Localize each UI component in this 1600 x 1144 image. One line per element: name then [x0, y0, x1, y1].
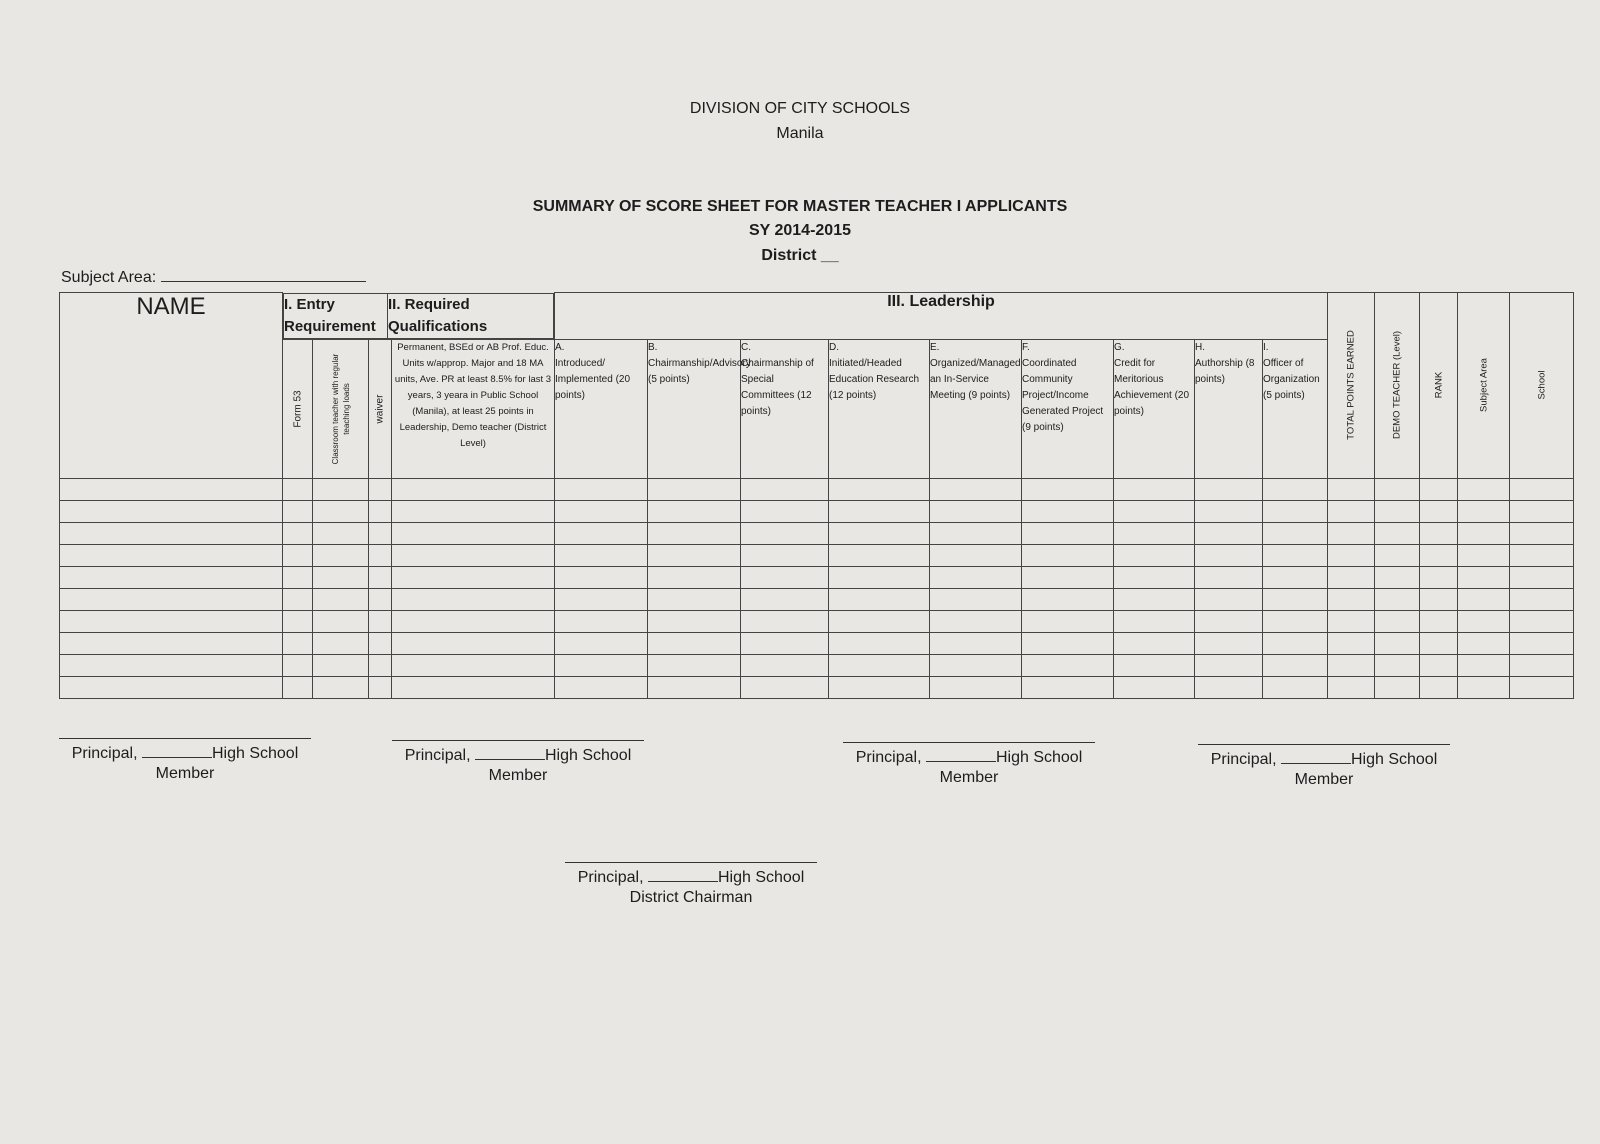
- table-cell: [1195, 610, 1263, 632]
- table-cell: [930, 544, 1022, 566]
- table-cell: [555, 632, 648, 654]
- table-cell: [60, 588, 283, 610]
- table-cell: [1458, 566, 1510, 588]
- table-cell: [648, 522, 741, 544]
- table-cell: [1022, 588, 1114, 610]
- criterion-i: I. Officer of Organization (5 points): [1263, 339, 1328, 478]
- table-cell: [1458, 610, 1510, 632]
- table-cell: [930, 654, 1022, 676]
- table-row: [60, 544, 1574, 566]
- table-cell: [1022, 478, 1114, 500]
- table-cell: [1114, 632, 1195, 654]
- table-cell: [1328, 566, 1375, 588]
- criterion-d: D. Initiated/Headed Education Research (12 points): [829, 339, 930, 478]
- table-cell: [283, 588, 313, 610]
- table-cell: [1263, 522, 1328, 544]
- table-cell: [1420, 478, 1458, 500]
- table-cell: [283, 654, 313, 676]
- table-cell: [313, 654, 369, 676]
- table-cell: [60, 654, 283, 676]
- table-row: [60, 566, 1574, 588]
- table-cell: [555, 610, 648, 632]
- table-cell: [392, 500, 555, 522]
- table-cell: [1114, 544, 1195, 566]
- table-cell: [60, 610, 283, 632]
- criterion-f: F. Coordinated Community Project/Income Generated Project (9 points): [1022, 339, 1114, 478]
- table-cell: [1195, 500, 1263, 522]
- table-cell: [1195, 544, 1263, 566]
- subject-area: [61, 269, 366, 287]
- table-cell: [1375, 654, 1420, 676]
- table-cell: [648, 500, 741, 522]
- table-cell: [369, 566, 392, 588]
- table-cell: [1328, 676, 1375, 698]
- table-cell: [741, 654, 829, 676]
- table-row: [60, 500, 1574, 522]
- table-cell: [829, 610, 930, 632]
- criterion-c: C. Chairmanship of Special Committees (12 points): [741, 339, 829, 478]
- table-cell: [392, 654, 555, 676]
- table-cell: [930, 588, 1022, 610]
- table-cell: [1510, 588, 1574, 610]
- table-cell: [555, 522, 648, 544]
- table-cell: [1458, 588, 1510, 610]
- table-cell: [1510, 610, 1574, 632]
- form53-header: Form 53: [283, 339, 313, 478]
- table-cell: [555, 478, 648, 500]
- table-cell: [1022, 522, 1114, 544]
- entry-requirement-header: I. Entry Requirement: [284, 293, 388, 338]
- table-cell: [1375, 632, 1420, 654]
- classroom-teacher-header: Classroom teacher with regular teaching loads: [313, 339, 369, 478]
- table-cell: [829, 654, 930, 676]
- required-qualifications-header: II. Required Qualifications: [388, 293, 554, 338]
- table-cell: [1263, 632, 1328, 654]
- table-cell: [60, 632, 283, 654]
- table-cell: [829, 522, 930, 544]
- table-cell: [829, 566, 930, 588]
- table-cell: [829, 478, 930, 500]
- table-cell: [1510, 676, 1574, 698]
- table-cell: [930, 566, 1022, 588]
- table-row: [60, 522, 1574, 544]
- criterion-e: E. Organized/Managed an In-Service Meeting (9 points): [930, 339, 1022, 478]
- subject-area-blank: [161, 269, 366, 282]
- table-cell: [60, 566, 283, 588]
- table-cell: [741, 588, 829, 610]
- table-cell: [369, 544, 392, 566]
- table-cell: [1328, 522, 1375, 544]
- table-cell: [1114, 588, 1195, 610]
- table-cell: [1022, 500, 1114, 522]
- table-cell: [392, 610, 555, 632]
- table-cell: [1510, 566, 1574, 588]
- table-cell: [369, 500, 392, 522]
- signature-member-1: Principal, High School Member: [59, 738, 311, 783]
- name-header: NAME: [60, 293, 283, 479]
- table-cell: [1022, 544, 1114, 566]
- table-row: [60, 588, 1574, 610]
- table-cell: [1114, 610, 1195, 632]
- school-year: SY 2014-2015: [748, 222, 851, 239]
- table-cell: [1022, 566, 1114, 588]
- table-cell: [1375, 478, 1420, 500]
- table-cell: [313, 566, 369, 588]
- table-cell: [1022, 610, 1114, 632]
- table-cell: [1114, 522, 1195, 544]
- table-cell: [648, 654, 741, 676]
- table-cell: [283, 522, 313, 544]
- table-cell: [283, 566, 313, 588]
- table-cell: [1375, 566, 1420, 588]
- table-cell: [1458, 544, 1510, 566]
- table-cell: [1114, 676, 1195, 698]
- table-cell: [829, 676, 930, 698]
- division-heading: DIVISION OF CITY SCHOOLS: [689, 100, 911, 117]
- table-cell: [1375, 610, 1420, 632]
- table-cell: [1328, 610, 1375, 632]
- table-cell: [1510, 544, 1574, 566]
- table-cell: [1263, 478, 1328, 500]
- table-cell: [555, 566, 648, 588]
- table-cell: [741, 610, 829, 632]
- table-cell: [1510, 654, 1574, 676]
- table-cell: [313, 478, 369, 500]
- table-cell: [648, 544, 741, 566]
- table-cell: [313, 500, 369, 522]
- table-cell: [930, 500, 1022, 522]
- table-cell: [648, 566, 741, 588]
- table-cell: [369, 588, 392, 610]
- table-cell: [1375, 588, 1420, 610]
- table-cell: [741, 544, 829, 566]
- table-cell: [1263, 610, 1328, 632]
- table-cell: [1510, 632, 1574, 654]
- table-cell: [555, 676, 648, 698]
- table-cell: [1195, 676, 1263, 698]
- table-cell: [60, 500, 283, 522]
- table-cell: [829, 588, 930, 610]
- demo-teacher-header: DEMO TEACHER (Level): [1375, 293, 1420, 479]
- table-cell: [1263, 500, 1328, 522]
- table-cell: [313, 676, 369, 698]
- table-cell: [1420, 566, 1458, 588]
- subject-area-header: Subject Area: [1458, 293, 1510, 479]
- table-cell: [930, 676, 1022, 698]
- table-cell: [369, 522, 392, 544]
- table-cell: [1022, 654, 1114, 676]
- table-cell: [741, 676, 829, 698]
- table-cell: [1022, 676, 1114, 698]
- criterion-b: B. Chairmanship/Advisory (5 points): [648, 339, 741, 478]
- table-cell: [369, 654, 392, 676]
- table-cell: [1195, 478, 1263, 500]
- table-cell: [930, 632, 1022, 654]
- table-cell: [555, 500, 648, 522]
- table-cell: [829, 500, 930, 522]
- table-cell: [555, 588, 648, 610]
- table-cell: [1420, 588, 1458, 610]
- table-cell: [829, 544, 930, 566]
- table-cell: [1263, 566, 1328, 588]
- table-cell: [741, 522, 829, 544]
- table-cell: [1458, 522, 1510, 544]
- table-cell: [313, 588, 369, 610]
- table-cell: [1458, 500, 1510, 522]
- table-cell: [1420, 500, 1458, 522]
- table-cell: [283, 500, 313, 522]
- table-cell: [313, 610, 369, 632]
- document-title: SUMMARY OF SCORE SHEET FOR MASTER TEACHER I APPLICANTS: [532, 198, 1068, 215]
- table-cell: [648, 478, 741, 500]
- table-cell: [283, 610, 313, 632]
- signature-member-4: Principal, High School Member: [1198, 744, 1450, 789]
- table-cell: [392, 676, 555, 698]
- table-cell: [1114, 500, 1195, 522]
- table-cell: [1458, 478, 1510, 500]
- table-row: [60, 632, 1574, 654]
- table-cell: [1458, 632, 1510, 654]
- table-cell: [930, 610, 1022, 632]
- table-cell: [1420, 522, 1458, 544]
- signature-member-3: Principal, High School Member: [843, 742, 1095, 787]
- table-cell: [1510, 522, 1574, 544]
- table-cell: [741, 632, 829, 654]
- table-cell: [1420, 610, 1458, 632]
- table-cell: [1263, 654, 1328, 676]
- table-cell: [741, 500, 829, 522]
- rank-header: RANK: [1420, 293, 1458, 479]
- table-cell: [1375, 500, 1420, 522]
- table-cell: [1114, 478, 1195, 500]
- table-cell: [1195, 654, 1263, 676]
- table-cell: [1328, 632, 1375, 654]
- table-cell: [392, 478, 555, 500]
- table-cell: [1375, 676, 1420, 698]
- table-cell: [648, 610, 741, 632]
- table-cell: [1420, 676, 1458, 698]
- table-cell: [930, 478, 1022, 500]
- table-cell: [1263, 588, 1328, 610]
- table-cell: [369, 610, 392, 632]
- table-row: [60, 654, 1574, 676]
- table-cell: [313, 522, 369, 544]
- table-cell: [1375, 544, 1420, 566]
- table-cell: [392, 588, 555, 610]
- criterion-a: A. Introduced/ Implemented (20 points): [555, 339, 648, 478]
- score-table: [59, 292, 1574, 699]
- table-row: [60, 676, 1574, 698]
- table-cell: [1195, 588, 1263, 610]
- table-cell: [1114, 566, 1195, 588]
- table-cell: [60, 544, 283, 566]
- table-cell: [1114, 654, 1195, 676]
- table-cell: [1458, 654, 1510, 676]
- table-cell: [283, 632, 313, 654]
- subject-area-label: Subject Area:: [61, 269, 157, 286]
- table-cell: [1420, 544, 1458, 566]
- table-cell: [392, 566, 555, 588]
- table-cell: [1328, 544, 1375, 566]
- table-cell: [648, 588, 741, 610]
- school-header: School: [1510, 293, 1574, 479]
- table-cell: [930, 522, 1022, 544]
- waiver-header: waiver: [369, 339, 392, 478]
- table-cell: [392, 544, 555, 566]
- table-cell: [555, 544, 648, 566]
- table-cell: [1263, 544, 1328, 566]
- table-cell: [283, 544, 313, 566]
- table-cell: [648, 632, 741, 654]
- table-cell: [741, 478, 829, 500]
- criterion-h: H. Authorship (8 points): [1195, 339, 1263, 478]
- table-cell: [1510, 500, 1574, 522]
- table-cell: [60, 522, 283, 544]
- table-cell: [1195, 566, 1263, 588]
- table-cell: [1420, 654, 1458, 676]
- table-cell: [369, 632, 392, 654]
- table-cell: [829, 632, 930, 654]
- table-cell: [313, 632, 369, 654]
- criterion-g: G. Credit for Meritorious Achievement (20 points): [1114, 339, 1195, 478]
- total-points-header: TOTAL POINTS EARNED: [1328, 293, 1375, 479]
- table-cell: [1375, 522, 1420, 544]
- table-cell: [1022, 632, 1114, 654]
- leadership-header: III. Leadership: [555, 293, 1328, 340]
- signature-district-chairman: Principal, High School District Chairman: [565, 862, 817, 907]
- table-cell: [1195, 632, 1263, 654]
- table-cell: [1458, 676, 1510, 698]
- table-cell: [741, 566, 829, 588]
- table-cell: [1328, 654, 1375, 676]
- table-cell: [1328, 500, 1375, 522]
- table-cell: [392, 522, 555, 544]
- table-cell: [1510, 478, 1574, 500]
- qualifications-text: Permanent, BSEd or AB Prof. Educ. Units w/approp. Major and 18 MA units, Ave. PR at least 8.5% for last 3 years, 3 yeara in Public School (Manila), at least 25 points in Leadership, Demo teacher (District Level): [392, 339, 555, 478]
- table-cell: [283, 478, 313, 500]
- table-cell: [648, 676, 741, 698]
- table-cell: [392, 632, 555, 654]
- table-cell: [1420, 632, 1458, 654]
- table-cell: [313, 544, 369, 566]
- table-cell: [1328, 588, 1375, 610]
- city-heading: Manila: [776, 125, 824, 142]
- district-label: District __: [761, 247, 839, 264]
- table-cell: [1328, 478, 1375, 500]
- table-cell: [1195, 522, 1263, 544]
- table-row: [60, 478, 1574, 500]
- table-cell: [1263, 676, 1328, 698]
- table-cell: [555, 654, 648, 676]
- table-body: [60, 478, 1574, 698]
- table-cell: [369, 478, 392, 500]
- table-cell: [60, 478, 283, 500]
- table-row: [60, 610, 1574, 632]
- table-cell: [283, 676, 313, 698]
- table-cell: [60, 676, 283, 698]
- signature-member-2: Principal, High School Member: [392, 740, 644, 785]
- table-cell: [369, 676, 392, 698]
